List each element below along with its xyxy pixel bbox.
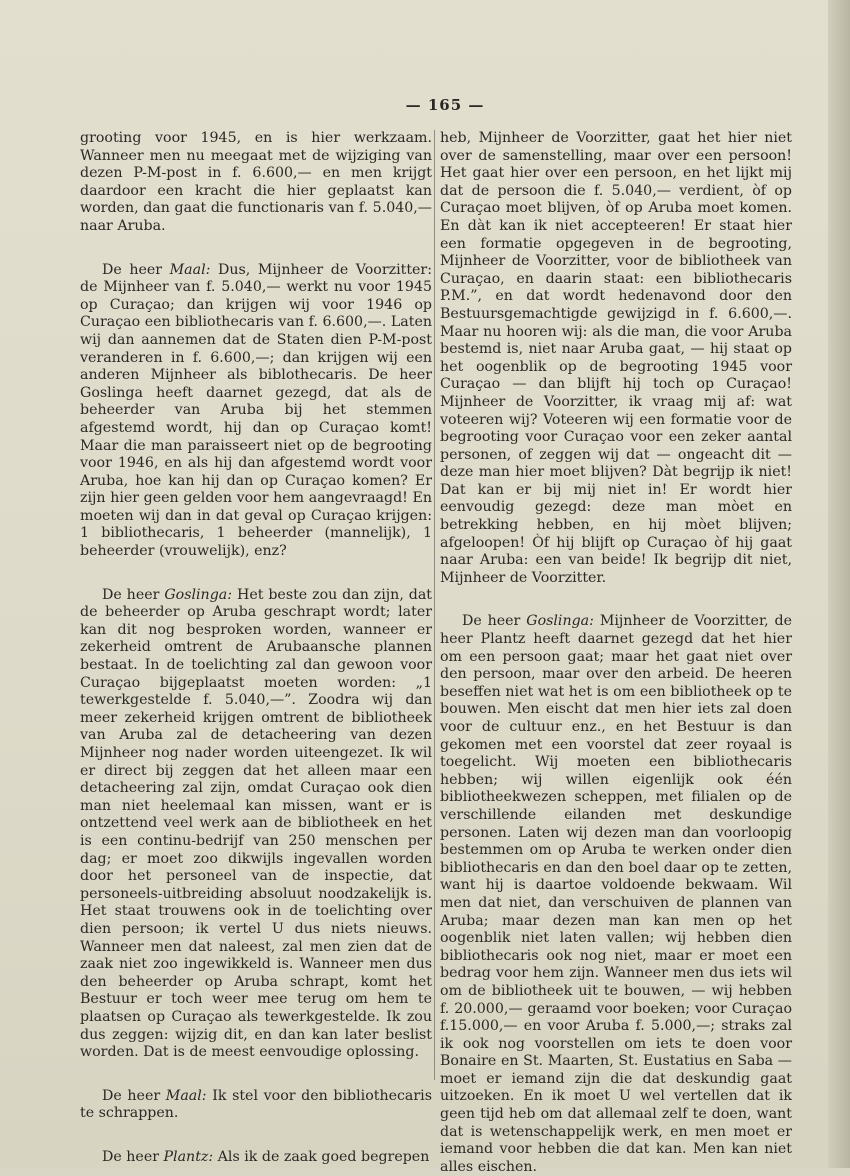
speaker-prefix: De heer xyxy=(102,1087,161,1104)
speaker-name: Goslinga: xyxy=(526,613,594,630)
speaker-prefix: De heer xyxy=(462,613,521,630)
page-number: — 165 — xyxy=(405,96,485,114)
paragraph xyxy=(80,262,432,561)
right-column xyxy=(440,130,792,1176)
paragraph-text: grooting voor 1945, en is hier werkzaam. Wanneer men nu meegaat met de wijziging van dezen P-M-post in f. 6.600,— en men krijgt daardoor een kracht die hier geplaatst kan worden, dan gaat die functionaris van f. 5.040,— naar Aruba. xyxy=(80,130,432,234)
paragraph xyxy=(80,1149,432,1167)
speaker-name: Plantz: xyxy=(163,1148,214,1165)
paragraph-text: Als ik de zaak goed begrepen xyxy=(217,1148,430,1165)
speaker-name: Maal: xyxy=(169,261,211,278)
paragraph-text: Mijnheer de Voorzitter, de heer Plantz heeft daarnet gezegd dat het hier om een persoon gaat; maar het gaat niet over den persoon, maar over den arbeid. De heeren beseffen niet wat het is om een bibliotheek op te bouwen. Men eischt dat men hier iets zal doen voor de cultuur enz., en het Bestuur is dan gekomen met een voorstel dat zeer royaal is toegelicht. Wij moeten een bibliothecaris hebben; wij willen eigenlijk ook één bibliotheekwezen scheppen, met filialen op de verschillende eilanden met deskundige personen. Laten wij dezen man dan voorloopig bestemmen om op Aruba te werken onder dien bibliothecaris en dan den boel daar op te zetten, want hij is daartoe voldoende bekwaam. Wil men dat niet, dan verschuiven de plannen van Aruba; maar dezen man kan men op het oogenblik niet laten vallen; wij hebben dien bibliothecaris ook nog niet, maar er moet een bedrag voor hem zijn. Wanneer men dus iets wil om de bibliotheek uit te bouwen, — wij hebben f. 20.000,— geraamd voor boeken; voor Curaçao f.15.000,— en voor Aruba f. 5.000,—; straks zal ik ook nog voorstellen om iets te doen voor Bonaire en St. Maarten, St. Eustatius en Saba — moet er iemand zijn die dat deskundig gaat uitzoeken. En ik moet U wel vertellen dat ik geen tijd heb om dat allemaal zelf te doen, want dat is wetenschappelijk werk, en men moet er iemand voor hebben die dat kan. Men kan niet alles eischen. xyxy=(440,613,793,1175)
speaker-prefix: De heer xyxy=(102,261,163,278)
left-column xyxy=(80,130,432,1166)
paragraph-text: Het beste zou dan zijn, dat de beheerder op Aruba geschrapt wordt; later kan dit nog besproken worden, wanneer er zekerheid omtrent de Arubaansche plannen bestaat. In de toelichting zal dan gewoon voor Curaçao bijgeplaatst moeten worden: „1 tewerkgestelde f. 5.040,—”. Zoodra wij dan meer zekerheid krijgen omtrent de bibliotheek van Aruba zal de detacheering van dezen Mijnheer nog nader worden uiteengezet. Ik wil er direct bij zeggen dat het alleen maar een detacheering zal zijn, omdat Curaçao ook dien man niet heelemaal kan missen, want er is ontzettend veel werk aan de bibliotheek en het is een continu-bedrijf van 250 menschen per dag; er moet zoo dikwijls ingevallen worden door het personeel van de inspectie, dat personeels-uitbreiding absoluut noodzakelijk is. Het staat trouwens ook in de toelichting over dien persoon; ik vertel U dus niets nieuws. Wanneer men dat naleest, zal men zien dat de zaak niet zoo ingewikkeld is. Wanneer men dus den beheerder op Aruba schrapt, komt het Bestuur er toch weer mee terug om hem te plaatsen op Curaçao als tewerkgestelde. Ik zou dus zeggen: wijzig dit, en dan kan later beslist worden. Dat is de meest eenvoudige oplossing. xyxy=(80,586,432,1061)
paragraph-text: heb, Mijnheer de Voorzitter, gaat het hier niet over de samenstelling, maar over een persoon! Het gaat hier over een persoon, en het lijkt mij dat de persoon die f. 5.040,— verdient, òf op Curaçao moet blijven, òf op Aruba moet komen. En dàt kan ik niet accepteeren! Er staat hier een formatie opgegeven in de begrooting, Mijnheer de Voorzitter, voor de bibliotheek van Curaçao, en daarin staat: een bibliothecaris P.M.”, en dat wordt hedenavond door den Bestuursgemachtigde gewijzigd in f. 6.600,—. Maar nu hooren wij: als die man, die voor Aruba bestemd is, niet naar Aruba gaat, — hij staat op het oogenblik op de begrooting 1945 voor Curaçao — dan blijft hij toch op Curaçao! Mijnheer de Voorzitter, ik vraag mij af: wat voteeren wij? Voteeren wij een formatie voor de begrooting voor Curaçao voor een zeker aantal personen, of zeggen wij dat — ongeacht dit — deze man hier moet blijven? Dàt begrijp ik niet! Dat kan er bij mij niet in! Er wordt hier eenvoudig gezegd: deze man mòet en betrekking hebben, en hij mòet blijven; afgeloopen! Òf hij blijft op Curaçao òf hij gaat naar Aruba: een van beide! Ik begrijp dit niet, Mijnheer de Voorzitter. xyxy=(440,130,792,586)
paragraph xyxy=(440,613,792,1176)
paragraph-text: Ik stel voor den bibliothecaris te schrappen. xyxy=(80,1087,432,1122)
speaker-prefix: De heer xyxy=(102,1148,159,1165)
paragraph xyxy=(80,587,432,1062)
paragraph xyxy=(80,1088,432,1123)
column-divider xyxy=(434,130,435,1080)
speaker-name: Goslinga: xyxy=(164,586,233,603)
paragraph-text: Dus, Mijnheer de Voorzitter: de Mijnheer van f. 5.040,— werkt nu voor 1945 op Curaçao; dan krijgen wij voor 1946 op Curaçao een bibliothecaris van f. 6.600,—. Laten wij dan aannemen dat de Staten dien P-M-post veranderen in f. 6.600,—; dan krijgen wij een anderen Mijnheer als biblothecaris. De heer Goslinga heeft daarnet gezegd, dat als de beheerder van Aruba bij het stemmen afgestemd wordt, hij dan op Curaçao komt! Maar die man paraisseert niet op de begrooting voor 1946, en als hij dan afgestemd wordt voor Aruba, hoe kan hij dan op Curaçao komen? Er zijn hier geen gelden voor hem aangevraagd! En moeten wij dan in dat geval op Curaçao krijgen: 1 bibliothecaris, 1 beheerder (mannelijk), 1 beheerder (vrouwelijk), enz? xyxy=(80,261,432,560)
speaker-prefix: De heer xyxy=(102,586,160,603)
speaker-name: Maal: xyxy=(165,1087,207,1104)
paragraph xyxy=(80,130,432,236)
page-edge-shadow xyxy=(828,0,850,1168)
paragraph xyxy=(440,130,792,587)
